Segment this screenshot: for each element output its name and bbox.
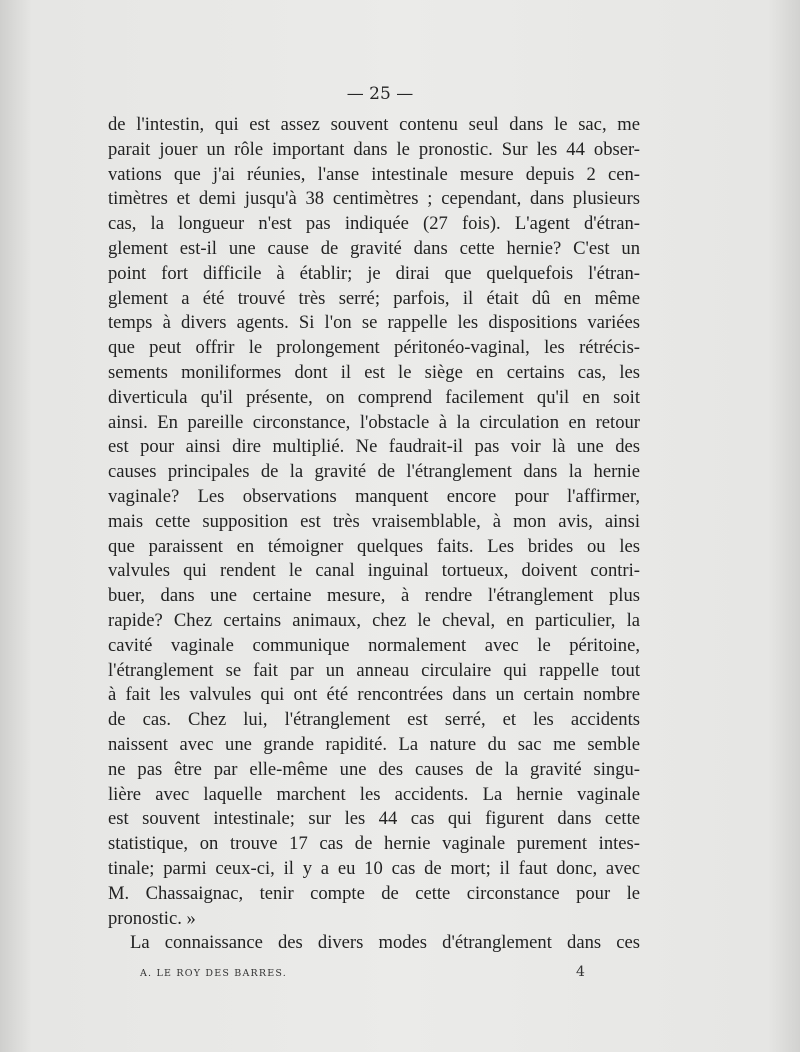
text-line: que peut offrir le prolongement péritonéo-vaginal, les rétrécis-: [108, 337, 640, 359]
body-text: [108, 113, 640, 956]
text-line: l'étranglement se fait par un anneau circulaire qui rappelle tout: [108, 659, 640, 681]
text-line: cavité vaginale communique normalement avec le péritoine,: [108, 634, 640, 656]
text-line: M. Chassaignac, tenir compte de cette circonstance pour le: [108, 882, 640, 904]
text-line: pronostic. »: [108, 907, 196, 929]
text-line: parait jouer un rôle important dans le pronostic. Sur les 44 obser-: [108, 138, 640, 160]
page-number: — 25 —: [346, 84, 414, 104]
text-line: sements moniliformes dont il est le siège en certains cas, les: [108, 361, 640, 383]
text-line: tinale; parmi ceux-ci, il y a eu 10 cas de mort; il faut donc, avec: [108, 857, 640, 879]
text-line: ne pas être par elle-même une des causes de la gravité singu-: [108, 758, 640, 780]
text-line: vations que j'ai réunies, l'anse intestinale mesure depuis 2 cen-: [108, 163, 640, 185]
text-line: de l'intestin, qui est assez souvent contenu seul dans le sac, me: [108, 114, 640, 135]
text-line: cas, la longueur n'est pas indiquée (27 fois). L'agent d'étran-: [108, 213, 640, 235]
text-line: glement est-il une cause de gravité dans cette hernie? C'est un: [108, 237, 640, 259]
text-line: naissent avec une grande rapidité. La nature du sac me semble: [108, 733, 640, 755]
text-line: rapide? Chez certains animaux, chez le cheval, en particulier, la: [108, 609, 640, 631]
text-line: timètres et demi jusqu'à 38 centimètres ; cependant, dans plusieurs: [108, 188, 640, 210]
text-line: vaginale? Les observations manquent encore pour l'affirmer,: [108, 485, 640, 507]
text-line: mais cette supposition est très vraisemblable, à mon avis, ainsi: [108, 510, 640, 532]
text-line: lière avec laquelle marchent les accidents. La hernie vaginale: [108, 783, 640, 805]
text-line: est pour ainsi dire multiplié. Ne faudrait-il pas voir là une des: [108, 436, 640, 458]
text-line: de cas. Chez lui, l'étranglement est serré, et les accidents: [108, 709, 640, 731]
printer-signature: A. LE ROY DES BARRES.: [140, 968, 287, 979]
text-line: causes principales de la gravité de l'étranglement dans la hernie: [108, 461, 640, 483]
text-line: diverticula qu'il présente, on comprend facilement qu'il en soit: [108, 386, 640, 408]
text-line: que paraissent en témoigner quelques faits. Les brides ou les: [108, 535, 640, 557]
text-line: glement a été trouvé très serré; parfois, il était dû en même: [108, 287, 640, 309]
text-line: temps à divers agents. Si l'on se rappelle les dispositions variées: [108, 312, 640, 334]
text-line: La connaissance des divers modes d'étranglement dans ces: [130, 932, 640, 954]
text-line: est souvent intestinale; sur les 44 cas qui figurent dans cette: [108, 808, 640, 830]
text-line: valvules qui rendent le canal inguinal tortueux, doivent contri-: [108, 560, 640, 582]
text-line: buer, dans une certaine mesure, à rendre l'étranglement plus: [108, 585, 640, 607]
text-line: ainsi. En pareille circonstance, l'obstacle à la circulation en retour: [108, 411, 640, 433]
sheet-number: 4: [576, 964, 585, 980]
text-line: statistique, on trouve 17 cas de hernie vaginale purement intes-: [108, 833, 640, 855]
text-line: à fait les valvules qui ont été rencontrées dans un certain nombre: [108, 684, 640, 706]
text-line: point fort difficile à établir; je dirai que quelquefois l'étran-: [108, 262, 640, 284]
